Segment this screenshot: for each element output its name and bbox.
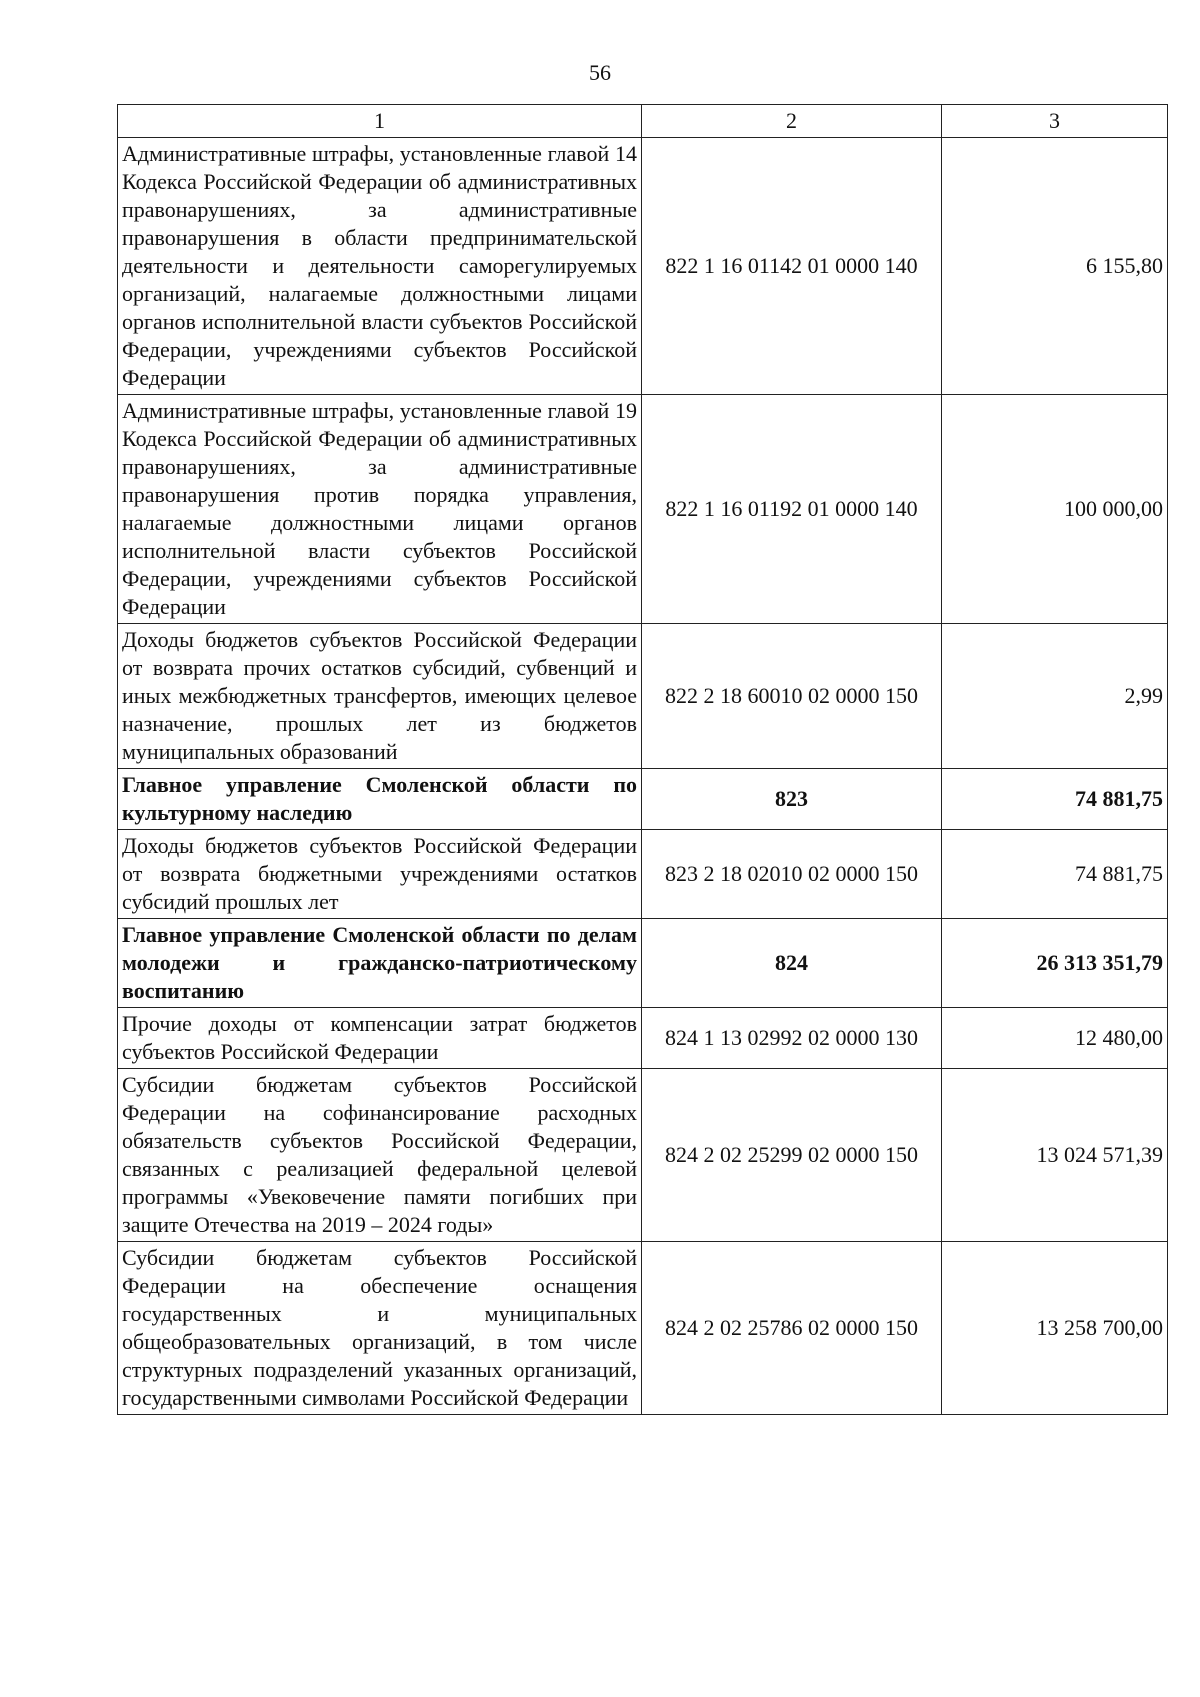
row-budget-code: 822 2 18 60010 02 0000 150 bbox=[642, 624, 942, 769]
row-description: Административные штрафы, установленные главой 14 Кодекса Российской Федерации об административных правонарушениях, за административные правонарушения в области предпринимательской деятельности и деятельности саморегулируемых организаций, налагаемые должностными лицами органов исполнительной власти субъектов Российской Федерации, учреждениями субъектов Российской Федерации bbox=[118, 138, 642, 395]
table-row bbox=[118, 1242, 1168, 1415]
row-amount: 6 155,80 bbox=[942, 138, 1168, 395]
budget-revenue-table bbox=[117, 104, 1168, 1415]
row-budget-code: 823 2 18 02010 02 0000 150 bbox=[642, 830, 942, 919]
row-budget-code: 824 1 13 02992 02 0000 130 bbox=[642, 1008, 942, 1069]
table-row bbox=[118, 1069, 1168, 1242]
row-description: Субсидии бюджетам субъектов Российской Федерации на софинансирование расходных обязательств субъектов Российской Федерации, связанных с реализацией федеральной целевой программы «Увековечение памяти погибших при защите Отечества на 2019 – 2024 годы» bbox=[118, 1069, 642, 1242]
row-amount: 13 258 700,00 bbox=[942, 1242, 1168, 1415]
row-budget-code: 822 1 16 01142 01 0000 140 bbox=[642, 138, 942, 395]
row-description: Доходы бюджетов субъектов Российской Федерации от возврата прочих остатков субсидий, субвенций и иных межбюджетных трансфертов, имеющих целевое назначение, прошлых лет из бюджетов муниципальных образований bbox=[118, 624, 642, 769]
row-budget-code: 824 bbox=[642, 919, 942, 1008]
row-description: Доходы бюджетов субъектов Российской Федерации от возврата бюджетными учреждениями остатков субсидий прошлых лет bbox=[118, 830, 642, 919]
row-description: Главное управление Смоленской области по культурному наследию bbox=[118, 769, 642, 830]
row-description: Главное управление Смоленской области по делам молодежи и гражданско-патриотическому воспитанию bbox=[118, 919, 642, 1008]
table-row-department bbox=[118, 769, 1168, 830]
header-col-3: 3 bbox=[942, 105, 1168, 138]
row-amount: 74 881,75 bbox=[942, 769, 1168, 830]
table-row bbox=[118, 830, 1168, 919]
table-row bbox=[118, 1008, 1168, 1069]
table-row bbox=[118, 624, 1168, 769]
table-body bbox=[118, 138, 1168, 1415]
row-budget-code: 824 2 02 25299 02 0000 150 bbox=[642, 1069, 942, 1242]
table-row-department bbox=[118, 919, 1168, 1008]
row-description: Административные штрафы, установленные главой 19 Кодекса Российской Федерации об административных правонарушениях, за административные правонарушения против порядка управления, налагаемые должностными лицами органов исполнительной власти субъектов Российской Федерации, учреждениями субъектов Российской Федерации bbox=[118, 395, 642, 624]
row-budget-code: 823 bbox=[642, 769, 942, 830]
table-header-row bbox=[118, 105, 1168, 138]
table-row bbox=[118, 138, 1168, 395]
row-amount: 2,99 bbox=[942, 624, 1168, 769]
row-description: Прочие доходы от компенсации затрат бюджетов субъектов Российской Федерации bbox=[118, 1008, 642, 1069]
table-row bbox=[118, 395, 1168, 624]
header-col-1: 1 bbox=[118, 105, 642, 138]
row-amount: 13 024 571,39 bbox=[942, 1069, 1168, 1242]
row-budget-code: 822 1 16 01192 01 0000 140 bbox=[642, 395, 942, 624]
row-amount: 100 000,00 bbox=[942, 395, 1168, 624]
row-amount: 12 480,00 bbox=[942, 1008, 1168, 1069]
page-number: 56 bbox=[589, 60, 611, 85]
header-col-2: 2 bbox=[642, 105, 942, 138]
row-amount: 26 313 351,79 bbox=[942, 919, 1168, 1008]
row-amount: 74 881,75 bbox=[942, 830, 1168, 919]
row-description: Субсидии бюджетам субъектов Российской Федерации на обеспечение оснащения государственных и муниципальных общеобразовательных организаций, в том числе структурных подразделений указанных организаций, государственными символами Российской Федерации bbox=[118, 1242, 642, 1415]
row-budget-code: 824 2 02 25786 02 0000 150 bbox=[642, 1242, 942, 1415]
